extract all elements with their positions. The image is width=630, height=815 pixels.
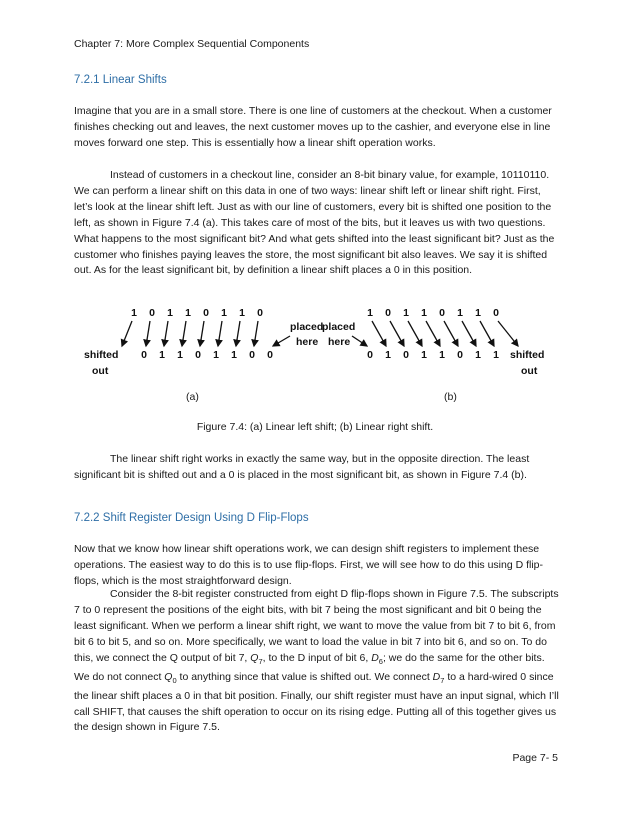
- bit-top-b: 1: [421, 307, 427, 319]
- bit-bottom-a: 1: [159, 349, 165, 361]
- bit-top-a: 1: [131, 307, 137, 319]
- figure-linear-shifts: [0, 300, 630, 390]
- bit-top-a: 1: [167, 307, 173, 319]
- out-label-b: out: [521, 365, 538, 377]
- bit-top-b: 1: [457, 307, 463, 319]
- shift-arrow-a: [236, 321, 240, 346]
- bit-bottom-a: 0: [141, 349, 147, 361]
- shift-arrow-a: [146, 321, 150, 346]
- shift-arrow-a: [164, 321, 168, 346]
- bit-bottom-a: 1: [213, 349, 219, 361]
- bit-top-b: 0: [385, 307, 391, 319]
- section-heading-linear-shifts: 7.2.1 Linear Shifts: [74, 74, 167, 86]
- shift-arrow-b: [372, 321, 386, 346]
- figure-caption: Figure 7.4: (a) Linear left shift; (b) Linear right shift.: [196, 421, 434, 433]
- bit-bottom-b: 1: [439, 349, 445, 361]
- bit-top-b: 0: [493, 307, 499, 319]
- placed-label-b: placed: [322, 321, 356, 333]
- shift-arrow-b: [480, 321, 494, 346]
- bit-bottom-b: 0: [403, 349, 409, 361]
- shift-arrow-b: [408, 321, 422, 346]
- shift-arrow-b: [390, 321, 404, 346]
- bit-bottom-b: 1: [385, 349, 391, 361]
- shift-arrow-b: [426, 321, 440, 346]
- paragraph-intro: Imagine that you are in a small store. There is one line of customers at the checkout. When a customer finishes checking out and leaves, the next customer moves up to the cashier, and everyone else in line moves forward one step. This is essentially how a linear shift operation works.: [74, 105, 552, 149]
- bit-top-b: 1: [475, 307, 481, 319]
- bit-top-a: 1: [239, 307, 245, 319]
- figure-sublabel-b: (b): [444, 391, 457, 403]
- bit-top-a: 0: [149, 307, 155, 319]
- bit-bottom-b: 1: [475, 349, 481, 361]
- figure-a-left-shift: [84, 307, 323, 377]
- placed-arrow-b: [352, 336, 367, 346]
- bit-bottom-a: 0: [249, 349, 255, 361]
- running-header: Chapter 7: More Complex Sequential Components: [74, 38, 310, 50]
- paragraph-shift-left: Instead of customers in a checkout line, consider an 8-bit binary value, for example, 10110110. We can perform a linear shift on this data in one of two ways: linear shift left or linear shift right. First, let’s look at the linear shift left. Just as with our line of customers, every bit is shifted one position to the left, as shown in Figure 7.4 (a). This takes care of most of the bits, but it leaves us with two questions. What happens to the most significant bit? And what gets shifted into the least significant bit? Just as the customer who finishes paying leaves the store, the most significant bit also leaves. We say it is shifted out. As for the least significant bit, by definition a linear shift places a 0 in this position.: [74, 169, 555, 277]
- bit-bottom-b: 0: [367, 349, 373, 361]
- shift-arrow-a: [122, 321, 132, 346]
- here-label-a: here: [296, 336, 319, 348]
- paragraph-flipflops-intro: Now that we know how linear shift operations work, we can design shift registers to implement these operations. The easiest way to do this is to use flip-flops. First, we will see how to do this using D flip-flops, which is the most straightforward design.: [74, 543, 544, 587]
- bit-bottom-b: 1: [493, 349, 499, 361]
- shift-arrow-a: [218, 321, 222, 346]
- shift-arrow-a: [200, 321, 204, 346]
- placed-arrow-a: [273, 336, 290, 346]
- bit-top-b: 0: [439, 307, 445, 319]
- placed-label-a: placed: [290, 321, 324, 333]
- figure-sublabel-a: (a): [186, 391, 199, 403]
- section-heading-shift-register: 7.2.2 Shift Register Design Using D Flip-Flops: [74, 512, 309, 524]
- shifted-label-b: shifted: [510, 349, 545, 361]
- shift-arrow-b: [498, 321, 518, 346]
- bit-bottom-a: 1: [177, 349, 183, 361]
- page-number: Page 7- 5: [512, 752, 558, 764]
- bit-bottom-a: 0: [267, 349, 273, 361]
- out-label-a: out: [92, 365, 109, 377]
- shift-arrow-a: [182, 321, 186, 346]
- shift-arrow-b: [444, 321, 458, 346]
- bit-top-b: 1: [403, 307, 409, 319]
- bit-top-a: 0: [257, 307, 263, 319]
- bit-top-a: 0: [203, 307, 209, 319]
- bit-bottom-a: 0: [195, 349, 201, 361]
- shifted-label-a: shifted: [84, 349, 119, 361]
- bit-top-a: 1: [185, 307, 191, 319]
- shift-arrow-a: [254, 321, 258, 346]
- here-label-b: here: [328, 336, 351, 348]
- bit-bottom-a: 1: [231, 349, 237, 361]
- bit-bottom-b: 1: [421, 349, 427, 361]
- bit-top-b: 1: [367, 307, 373, 319]
- paragraph-shift-right: The linear shift right works in exactly the same way, but in the opposite direction. The least significant bit is shifted out and a 0 is placed in the most significant bit, as shown in Figure 7.4 (b).: [74, 453, 530, 481]
- bit-top-a: 1: [221, 307, 227, 319]
- paragraph-register-design: Consider the 8-bit register constructed from eight D flip-flops shown in Figure 7.5. The subscripts 7 to 0 represent the positions of the eight bits, with bit 7 being the most significant and bit 0 being the least significant. When we perform a linear shift right, we want to move the value from bit 7 to bit 6, from bit 6 to bit 5, and so on. More specifically, we want to load the value in bit 7 into bit 6, and so on. To do this, we connect the Q output of bit 7, $Q_7$, to the D input of bit 6, $D_6$; we do the same for the other bits. We do not connect $Q_0$ to anything since that value is shifted out. We connect $D_7$ to a hard-wired 0 since the linear shift places a 0 in that bit position. Finally, our shift register must have an input signal, which I’ll call SHIFT, that causes the shift operation to occur on its rising edge. Putting all of this together gives us the design shown in Figure 7.5.: [74, 588, 559, 734]
- figure-b-right-shift: [322, 307, 544, 377]
- shift-arrow-b: [462, 321, 476, 346]
- bit-bottom-b: 0: [457, 349, 463, 361]
